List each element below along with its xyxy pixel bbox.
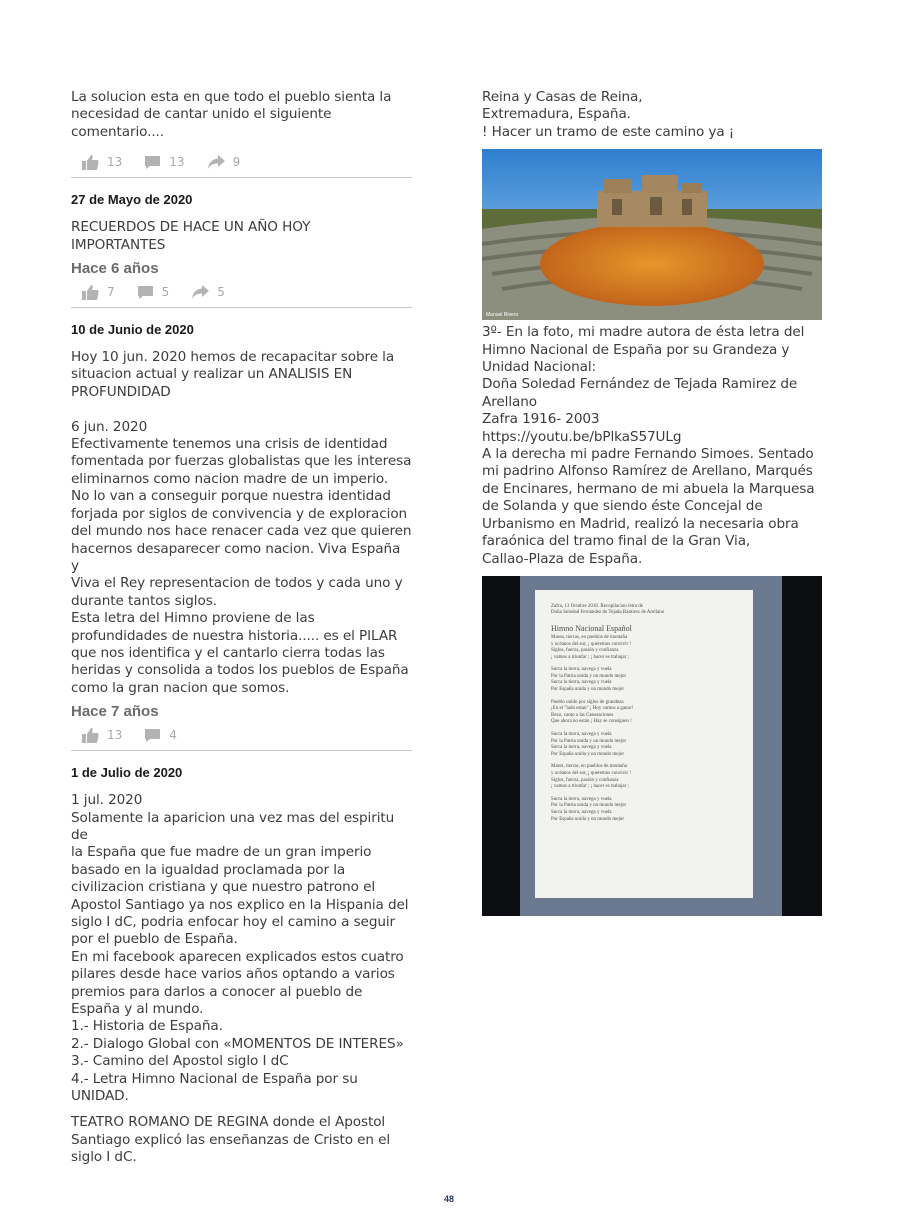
hymn-stanza: Surca la tierra, navega y vuela Por la Patria unida y un mundo mejor Surca la tierra, navega y vuela Por España unida y un mundo mejor	[551, 732, 627, 757]
reaction-bar	[71, 147, 412, 178]
photo-credit: Manuel Rivero	[486, 312, 519, 319]
comment-count: 5	[161, 285, 170, 300]
comment-bubble-icon	[137, 285, 154, 300]
like-button[interactable]	[81, 284, 115, 300]
reaction-bar	[71, 277, 412, 308]
comment-bubble-icon	[144, 155, 161, 170]
hymn-stanza: Mares, tierras, en pueblos de montaña y océanos del sur, ¡ queremos convivir ! Siglos, fuerza, pasión y confianza ¡ vamos a triunfar ; ¡ hacer es trabajar ;	[551, 764, 632, 790]
hymn-stanza: Surca la tierra, navega y vuela Por la Patria unida y un mundo mejor Surca la tierra, navega y vuela Por España unida y un mundo mejor	[551, 796, 627, 822]
post-text: 1 jul. 2020 Solamente la aparicion una vez mas del espiritu de la España que fue madre de un gran imperio basado en la igualdad proclamada por la civilizacion cristiana y que nuestro patrono el Apostol Santiago ya nos explico en la Hispania del siglo I dC, podria enfocar hoy el camino a seguir por el pueblo de España. En mi facebook aparecen explicados estos cuatro pilares desde hace varios años optando a varios premios para darlos a conocer al pueblo de España y al mundo. 1.- Historia de España. 2.- Dialogo Global con «MOMENTOS DE INTERES» 3.- Camino del Apostol siglo I dC 4.- Letra Himno Nacional de España por su UNIDAD.	[71, 792, 409, 1105]
like-button[interactable]	[81, 727, 122, 743]
location-text: Reina y Casas de Reina, Extremadura, España. ! Hacer un tramo de este camino ya ¡	[482, 89, 735, 140]
comment-count: 4	[169, 728, 177, 743]
post-text: RECUERDOS DE HACE UN AÑO HOY IMPORTANTES	[71, 219, 311, 253]
post-time-ago: Hace 7 años	[71, 703, 159, 721]
comment-button[interactable]	[137, 285, 170, 300]
comment-button[interactable]	[144, 728, 177, 743]
post-text-continued: TEATRO ROMANO DE REGINA donde el Apostol Santiago explicó las enseñanzas de Cristo en el siglo I dC.	[71, 1114, 391, 1166]
intro-text: La solucion esta en que todo el pueblo sienta la necesidad de cantar unido el siguiente comentario....	[71, 89, 392, 140]
hymn-stanza: Surca la tierra, navega y vuela Por la Patria unida y un mundo mejor Surca la tierra, navega y vuela Por España unida y un mundo mejor	[551, 667, 627, 693]
hymn-header: Zafra, 13 Octubre 2016. Recopilacion letra de Doña Soledad Fernández de Tejada Ramirez de Arellano	[551, 603, 665, 615]
comment-count: 13	[169, 155, 185, 170]
share-button[interactable]	[191, 285, 225, 299]
share-arrow-icon	[207, 155, 225, 169]
share-count: 9	[232, 155, 241, 170]
like-button[interactable]	[81, 154, 122, 170]
hymn-author-text: 3º- En la foto, mi madre autora de ésta letra del Himno Nacional de España por su Grandeza y Unidad Nacional: Doña Soledad Fernández de Tejada Ramirez de Arellano Zafra 1916- 2003 https://youtu.be/bPlkaS57ULg A la derecha mi padre Fernando Simoes. Sentado mi padrino Alfonso Ramírez de Arellano, Marqués de Encinares, hermano de mi abuela la Marquesa de Solanda y que siendo éste Concejal de Urbanismo en Madrid, realizó la necesaria obra faraónica del tramo final de la Gran Via, Callao-Plaza de España.	[482, 324, 815, 567]
post-date: 10 de Junio de 2020	[71, 322, 194, 338]
like-count: 13	[107, 155, 123, 170]
like-count: 7	[107, 285, 115, 300]
post-time-ago: Hace 6 años	[71, 260, 159, 278]
share-button[interactable]	[207, 155, 241, 169]
comment-bubble-icon	[144, 728, 161, 743]
hymn-stanza: Pueblo unido por siglos de grandeza ¡En el "lado estan" ¡ Hoy vamos a ganar! Rezo, canto a las Generaciones Que ahora no están ¡ Hay se consiguen !	[551, 699, 634, 725]
share-count: 5	[217, 285, 225, 300]
post-date: 1 de Julio de 2020	[71, 765, 183, 781]
page-number: 48	[443, 1194, 454, 1204]
post-date: 27 de Mayo de 2020	[71, 192, 193, 208]
roman-theatre-photo	[482, 149, 822, 320]
post-text: Hoy 10 jun. 2020 hemos de recapacitar sobre la situacion actual y realizar un ANALISIS EN PROFUNDIDAD 6 jun. 2020 Efectivamente tenemos una crisis de identidad fomentada por fuerzas globalistas que les interesa eliminarnos como nacion madre de un imperio. No lo van a conseguir porque nuestra identidad forjada por siglos de convivencia y de exploracion del mundo nos hace renacer cada vez que quieren hacernos desaparecer como nacion. Viva España y Viva el Rey representacion de todos y cada uno y durante tantos siglos. Esta letra del Himno proviene de las profundidades de nuestra historia..... es el PILAR que nos identifica y el cantarlo cierra todas las heridas y consolida a todos los pueblos de España como la gran nacion que somos.	[71, 349, 412, 696]
thumbs-up-icon	[81, 284, 99, 300]
comment-button[interactable]	[144, 155, 184, 170]
hymn-stanza: Marea, tierras, en pueblos de montaña y océanos del sur, ¡ queremos convivir ! Siglos, fuerza, pasión y confianza ¡ vamos a triunfar ; ¡ hacer es trabajar ;	[551, 634, 632, 660]
thumbs-up-icon	[81, 727, 99, 743]
reaction-bar	[71, 720, 412, 751]
share-arrow-icon	[191, 285, 209, 299]
thumbs-up-icon	[81, 154, 99, 170]
like-count: 13	[107, 728, 123, 743]
hymn-paper	[535, 590, 753, 898]
right-column	[482, 89, 822, 916]
hymn-title: Himno Nacional Español	[551, 623, 632, 633]
hymn-document-photo	[482, 576, 822, 916]
left-column	[71, 89, 412, 1167]
